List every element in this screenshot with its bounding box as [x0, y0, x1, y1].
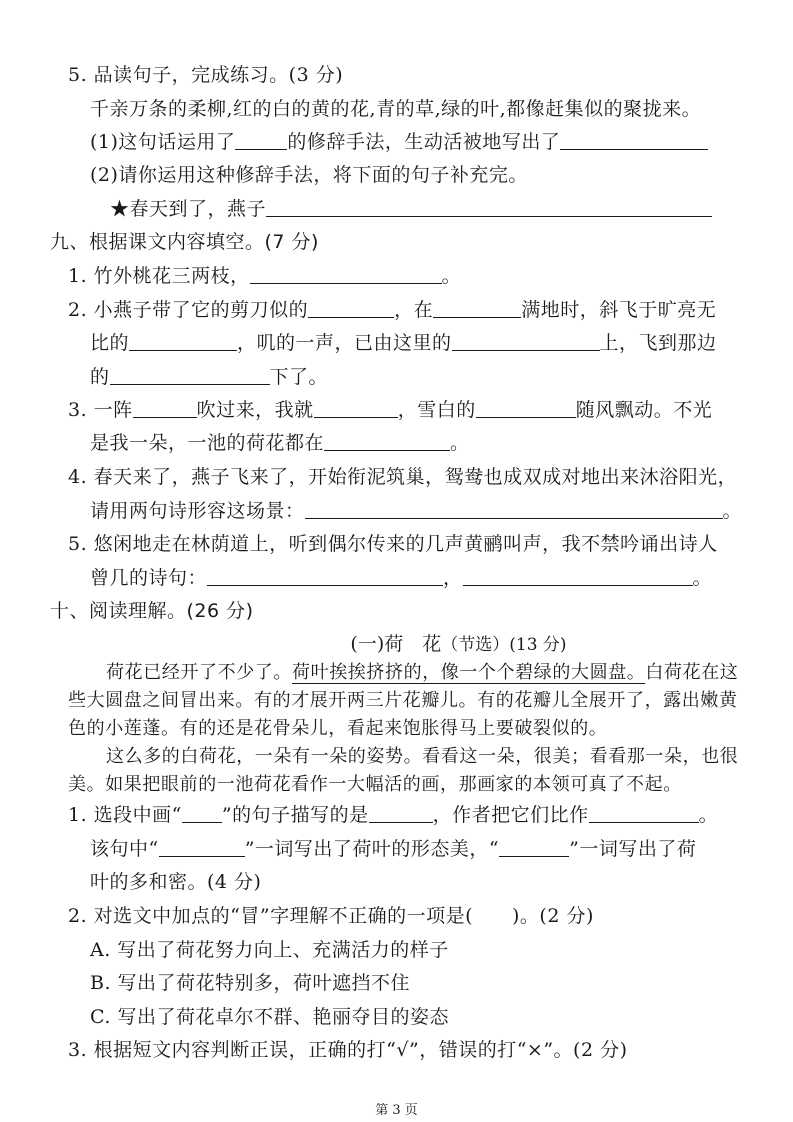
text: 3. 一阵: [68, 399, 133, 421]
text: 的: [90, 366, 110, 388]
passage-paragraph-2-line1: 这么多的白荷花，一朵有一朵的姿势。看看这一朵，很美；看看那一朵，也很: [106, 746, 739, 767]
passage-heading: (一)荷 花: [350, 633, 442, 655]
answer-blank[interactable]: [207, 565, 443, 586]
text: 比的: [90, 332, 130, 354]
text: ，: [443, 567, 463, 589]
question-5-sentence: 千亲万条的柔柳,红的白的黄的花,青的草,绿的叶,都像赶集似的聚拢来。: [90, 98, 702, 120]
text: 1. 竹外桃花三两枝，: [68, 265, 250, 287]
passage-paragraph-1-line3: 色的小莲蓬。有的还是花骨朵儿，看起来饱胀得马上要破裂似的。: [68, 718, 608, 739]
option-b[interactable]: B. 写出了荷花特别多，荷叶遮挡不住: [90, 972, 411, 994]
text: ”的句子描写的是: [221, 804, 369, 826]
s10-question-3: 3. 根据短文内容判断正误，正确的打“√”，错误的打“×”。(2 分): [68, 1039, 628, 1061]
text: 的修辞手法，生动活被地写出了: [287, 131, 561, 153]
question-5-part3: [110, 196, 712, 222]
passage-paragraph-1-line1: [106, 660, 738, 686]
question-5-title: 5. 品读句子，完成练习。(3 分): [68, 64, 344, 86]
text: 下了。: [269, 366, 329, 388]
answer-blank[interactable]: [250, 263, 442, 284]
s9-question-5-line2: [90, 565, 712, 591]
text: ，叽的一声，已由这里的: [237, 332, 452, 354]
passage-paragraph-1-line2: 些大圆盘之间冒出来。有的才展开两三片花瓣儿。有的花瓣儿全展开了，露出嫩黄: [68, 690, 738, 711]
answer-blank[interactable]: [129, 330, 237, 351]
underlined-sentence: 荷叶挨挨挤挤的，像一个个碧绿的大圆盘。: [292, 662, 646, 683]
answer-blank[interactable]: [308, 297, 394, 318]
option-a[interactable]: A. 写出了荷花努力向上、充满活力的样子: [90, 939, 449, 961]
answer-blank[interactable]: [589, 802, 699, 823]
text: 。: [692, 567, 713, 589]
text: 。: [450, 432, 470, 454]
text: 满地时，斜飞于旷亮无: [521, 299, 717, 321]
s9-question-4-line2: [90, 498, 742, 524]
s9-question-2-line1: [68, 297, 716, 323]
text: 随风飘动。不光: [575, 399, 713, 421]
text: 请用两句诗形容这场景：: [90, 500, 305, 522]
text: ”一词写出了荷叶的形态美，“: [244, 838, 500, 860]
text: ，雪白的: [397, 399, 476, 421]
text: 该句中“: [90, 838, 159, 860]
s9-question-3-line1: [68, 397, 712, 423]
text: ，在: [394, 299, 434, 321]
answer-blank[interactable]: [463, 565, 693, 586]
text: 上，飞到那边: [599, 332, 717, 354]
answer-blank[interactable]: [314, 397, 398, 418]
answer-blank[interactable]: [324, 430, 450, 451]
passage-note: （节选）(13 分): [441, 635, 567, 655]
answer-blank[interactable]: [433, 297, 521, 318]
s10-question-1-line1: [68, 802, 718, 828]
text: 是我一朵，一池的荷花都在: [90, 432, 325, 454]
text: 。: [441, 265, 462, 287]
answer-blank[interactable]: [133, 397, 197, 418]
s10-question-2: 2. 对选文中加点的“冒”字理解不正确的一项是( )。(2 分): [68, 905, 594, 927]
answer-blank[interactable]: [476, 397, 576, 418]
text: 。: [698, 804, 719, 826]
answer-blank[interactable]: [369, 802, 433, 823]
s9-question-2-line3: [90, 364, 328, 390]
text: ，作者把它们比作: [432, 804, 589, 826]
text: 曾几的诗句：: [90, 567, 208, 589]
text: (1)这句话运用了: [90, 131, 236, 153]
s9-question-3-line2: [90, 430, 470, 456]
answer-blank[interactable]: [235, 129, 287, 150]
question-5-part1: [90, 129, 708, 155]
text: 1. 选段中画“: [68, 804, 182, 826]
text: 白荷花在这: [645, 662, 739, 683]
text: 2. 小燕子带了它的剪刀似的: [68, 299, 309, 321]
passage-title: [62, 631, 793, 658]
answer-blank[interactable]: [159, 836, 245, 857]
answer-blank[interactable]: [452, 330, 600, 351]
answer-blank[interactable]: [305, 498, 723, 519]
s9-question-5-line1: 5. 悠闲地走在林荫道上，听到偶尔传来的几声黄鹂叫声，我不禁吟诵出诗人: [68, 533, 718, 555]
page-number: 第 3 页: [375, 1103, 418, 1118]
section-10-title: 十、阅读理解。(26 分): [50, 600, 254, 622]
question-5-part2: (2)请你运用这种修辞手法，将下面的句子补充完。: [90, 164, 528, 186]
text: ”一词写出了荷: [569, 838, 697, 860]
s10-question-1-line2: [90, 836, 696, 862]
option-c[interactable]: C. 写出了荷花卓尔不群、艳丽夺目的姿态: [90, 1006, 449, 1028]
answer-blank[interactable]: [499, 836, 569, 857]
answer-blank[interactable]: [266, 196, 712, 217]
section-9-title: 九、根据课文内容填空。(7 分): [50, 231, 319, 253]
text: 。: [722, 500, 743, 522]
text: 吹过来，我就: [196, 399, 314, 421]
s9-question-1: [68, 263, 461, 289]
s9-question-2-line2: [90, 330, 717, 356]
text: 荷花已经开了不少了。: [106, 662, 292, 683]
text: ★春天到了，燕子: [110, 198, 267, 220]
answer-blank[interactable]: [182, 802, 222, 823]
s10-question-1-line3: 叶的多和密。(4 分): [90, 871, 262, 893]
passage-paragraph-2-line2: 美。如果把眼前的一池荷花看作一大幅活的画，那画家的本领可真了不起。: [68, 774, 682, 795]
answer-blank[interactable]: [110, 364, 270, 385]
s9-question-4-line1: 4. 春天来了，燕子飞来了，开始衔泥筑巢，鸳鸯也成双成对地出来沐浴阳光，: [68, 466, 738, 488]
answer-blank[interactable]: [560, 129, 708, 150]
